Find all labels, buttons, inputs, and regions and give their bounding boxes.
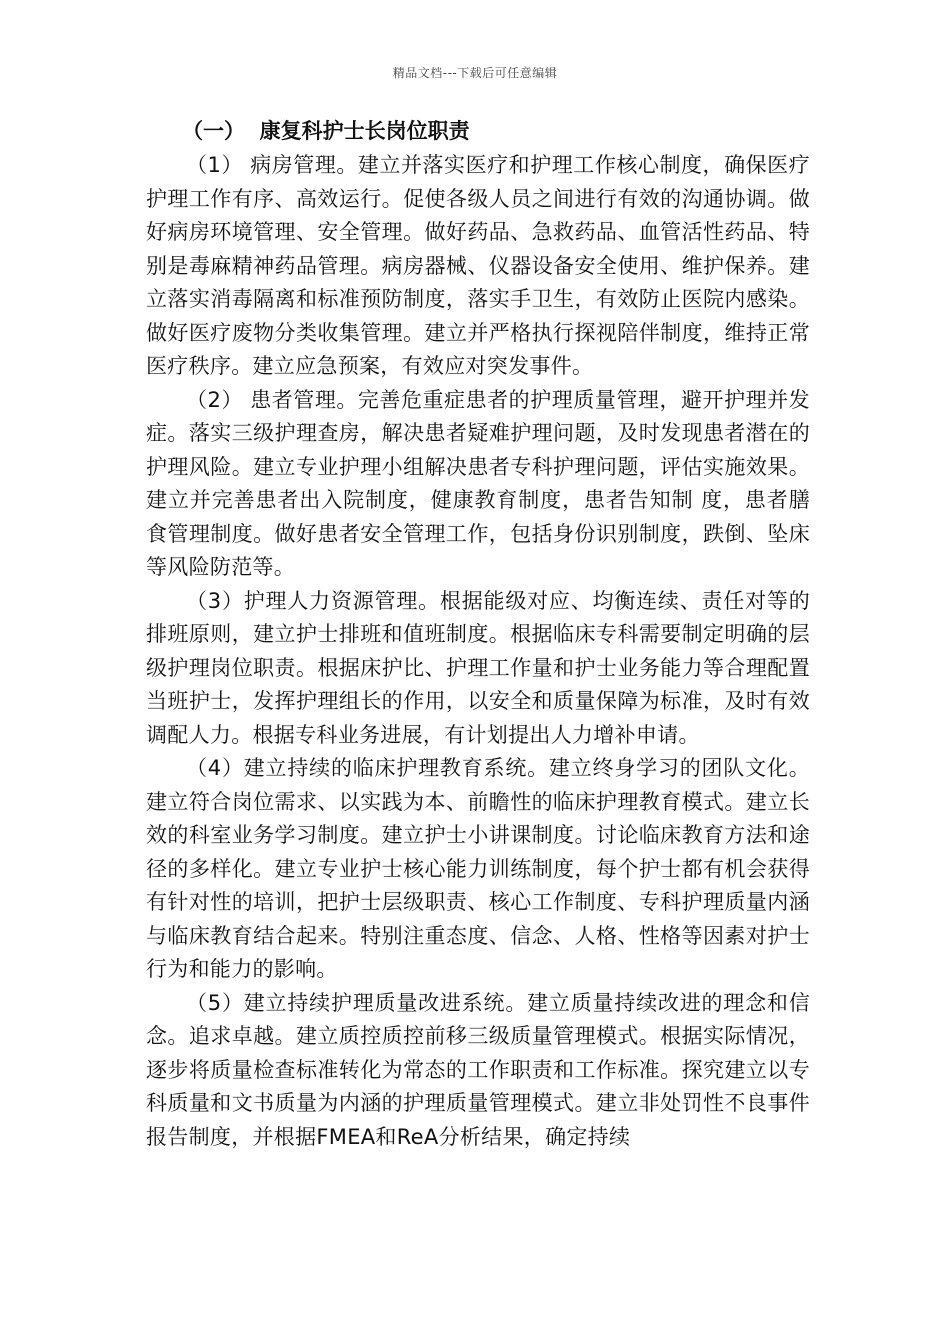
paragraph-4: （4）建立持续的临床护理教育系统。建立终身学习的团队文化。建立符合岗位需求、以实践为本、前瞻性的临床护理教育模式。建立长效的科室业务学习制度。建立护士小讲课制度。讨论临床教育方法和途径的多样化。建立专业护士核心能力训练制度，每个护士都有机会获得有针对性的培训，把护士层级职责、核心工作制度、专科护理质量内涵与临床教育结合起来。特别注重态度、信念、人格、性格等因素对护士行为和能力的影响。	[146, 756, 810, 981]
section-title: （一） 康复科护士长岗位职责	[182, 119, 470, 143]
paragraph-1: （1） 病房管理。建立并落实医疗和护理工作核心制度，确保医疗护理工作有序、高效运行。促使各级人员之间进行有效的沟通协调。做好病房环境管理、安全管理。做好药品、急救药品、血管活性药品、特别是毒麻精神药品管理。病房器械、仪器设备安全使用、维护保养。建立落实消毒隔离和标准预防制度，落实手卫生，有效防止医院内感染。做好医疗废物分类收集管理。建立并严格执行探视陪伴制度，维持正常医疗秩序。建立应急预案，有效应对突发事件。	[146, 153, 810, 378]
document-body	[146, 114, 810, 1154]
paragraph-2: （2） 患者管理。完善危重症患者的护理质量管理，避开护理并发症。落实三级护理查房，解决患者疑难护理问题，及时发现患者潜在的护理风险。建立专业护理小组解决患者专科护理问题，评估实施效果。建立并完善患者出入院制度，健康教育制度，患者告知制 度，患者膳食管理制度。做好患者安全管理工作，包括身份识别制度，跌倒、坠床等风险防范等。	[146, 387, 810, 579]
paragraph-5: （5）建立持续护理质量改进系统。建立质量持续改进的理念和信念。追求卓越。建立质控质控前移三级质量管理模式。根据实际情况，逐步将质量检查标准转化为常态的工作职责和工作标准。探究建立以专科质量和文书质量为内涵的护理质量管理模式。建立非处罚性不良事件报告制度，并根据FMEA和ReA分析结果，确定持续	[146, 990, 810, 1149]
page-header: 精品文档---下载后可任意编辑	[392, 66, 558, 80]
paragraph-3: （3）护理人力资源管理。根据能级对应、均衡连续、责任对等的排班原则，建立护士排班和值班制度。根据临床专科需要制定明确的层级护理岗位职责。根据床护比、护理工作量和护士业务能力等合理配置当班护士，发挥护理组长的作用，以安全和质量保障为标准，及时有效调配人力。根据专科业务进展，有计划提出人力增补申请。	[146, 588, 810, 747]
